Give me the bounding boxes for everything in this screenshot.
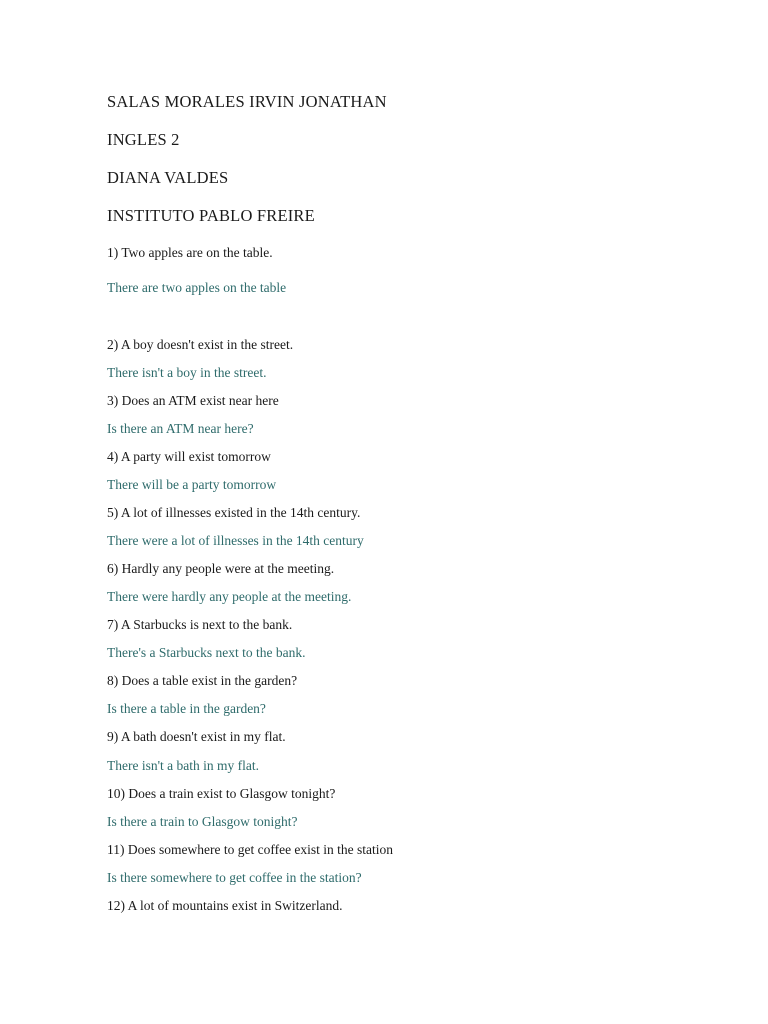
exercise-question: 11) Does somewhere to get coffee exist in the station xyxy=(107,842,394,857)
exercise-question: 4) A party will exist tomorrow xyxy=(107,449,271,464)
exercise-answer: Is there a train to Glasgow tonight? xyxy=(107,814,298,829)
teacher-name: DIANA VALDES xyxy=(107,168,229,187)
exercise-answer: Is there a table in the garden? xyxy=(107,701,266,716)
exercise-question: 1) Two apples are on the table. xyxy=(107,245,273,260)
exercise-answer: There's a Starbucks next to the bank. xyxy=(107,645,306,660)
exercise-question: 12) A lot of mountains exist in Switzerland. xyxy=(107,898,343,913)
exercise-answer: There isn't a bath in my flat. xyxy=(107,758,260,773)
exercise-question: 9) A bath doesn't exist in my flat. xyxy=(107,729,286,744)
exercise-question: 8) Does a table exist in the garden? xyxy=(107,673,298,688)
exercise-question: 6) Hardly any people were at the meeting. xyxy=(107,561,335,576)
exercise-answer: There isn't a boy in the street. xyxy=(107,365,267,380)
exercise-answer: There were a lot of illnesses in the 14th century xyxy=(107,533,364,548)
course-name: INGLES 2 xyxy=(107,130,180,149)
exercise-answer: There were hardly any people at the meeting. xyxy=(107,589,352,604)
exercise-answer: Is there somewhere to get coffee in the station? xyxy=(107,870,362,885)
student-name: SALAS MORALES IRVIN JONATHAN xyxy=(107,92,387,111)
exercise-answer: There will be a party tomorrow xyxy=(107,477,277,492)
school-name: INSTITUTO PABLO FREIRE xyxy=(107,206,315,225)
exercise-answer: There are two apples on the table xyxy=(107,280,287,295)
exercise-question: 10) Does a train exist to Glasgow tonight? xyxy=(107,786,336,801)
exercise-question: 5) A lot of illnesses existed in the 14th century. xyxy=(107,505,361,520)
exercise-question: 2) A boy doesn't exist in the street. xyxy=(107,337,294,352)
exercise-question: 7) A Starbucks is next to the bank. xyxy=(107,617,293,632)
exercise-question: 3) Does an ATM exist near here xyxy=(107,393,279,408)
exercise-answer: Is there an ATM near here? xyxy=(107,421,254,436)
